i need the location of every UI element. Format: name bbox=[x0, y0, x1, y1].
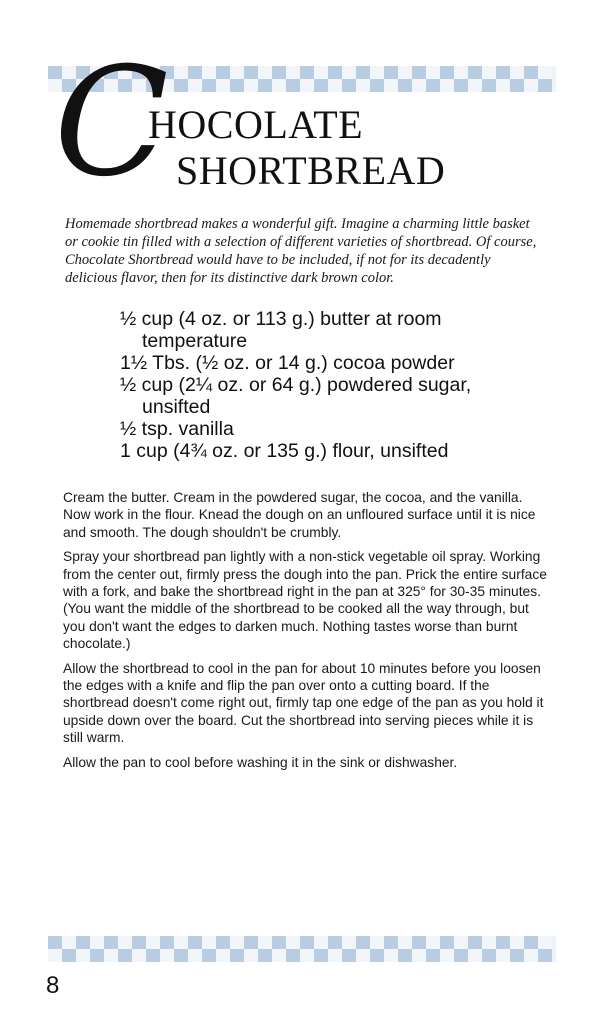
checker-cell bbox=[328, 949, 342, 962]
checker-cell bbox=[286, 79, 300, 92]
ingredient-list bbox=[120, 308, 520, 462]
checker-cell bbox=[468, 936, 482, 949]
checker-cell bbox=[398, 936, 412, 949]
checker-cell bbox=[286, 949, 300, 962]
checker-cell bbox=[272, 949, 286, 962]
checker-cell bbox=[426, 66, 440, 79]
checker-cell bbox=[510, 936, 524, 949]
checker-cell bbox=[384, 949, 398, 962]
checker-cell bbox=[384, 66, 398, 79]
checker-cell bbox=[482, 66, 496, 79]
checker-cell bbox=[370, 79, 384, 92]
checker-cell bbox=[230, 79, 244, 92]
checker-cell bbox=[496, 66, 510, 79]
checker-cell bbox=[160, 949, 174, 962]
checker-cell bbox=[356, 949, 370, 962]
ingredient-item: 1½ Tbs. (½ oz. or 14 g.) cocoa powder bbox=[120, 352, 455, 374]
checker-cell bbox=[496, 936, 510, 949]
page-title bbox=[148, 102, 445, 194]
checker-cell bbox=[48, 949, 62, 962]
checker-cell bbox=[188, 936, 202, 949]
intro-paragraph: Homemade shortbread makes a wonderful gift. Imagine a charming little basket or cookie tin filled with a selection of different varieties of shortbread. Of course, Chocolate Shortbread would have to be included, if not for its decadently delicious flavor, then for its distinctive dark brown color. bbox=[65, 216, 537, 286]
checker-cell bbox=[384, 79, 398, 92]
checker-cell bbox=[216, 936, 230, 949]
checker-cell bbox=[300, 949, 314, 962]
checker-cell bbox=[454, 936, 468, 949]
checker-cell bbox=[104, 936, 118, 949]
checker-cell bbox=[328, 66, 342, 79]
checker-cell bbox=[356, 936, 370, 949]
checker-cell bbox=[370, 66, 384, 79]
checker-cell bbox=[90, 936, 104, 949]
checker-cell bbox=[258, 936, 272, 949]
checker-cell bbox=[174, 66, 188, 79]
checker-cell bbox=[272, 79, 286, 92]
checker-cell bbox=[174, 79, 188, 92]
checker-border-bottom bbox=[48, 936, 556, 962]
checker-cell bbox=[314, 949, 328, 962]
checker-cell bbox=[412, 66, 426, 79]
page-number: 8 bbox=[46, 972, 60, 999]
checker-cell bbox=[146, 936, 160, 949]
checker-cell bbox=[202, 949, 216, 962]
checker-cell bbox=[496, 949, 510, 962]
checker-cell bbox=[426, 936, 440, 949]
instruction-step: Allow the pan to cool before washing it in the sink or dishwasher. bbox=[63, 754, 458, 770]
checker-cell bbox=[244, 66, 258, 79]
checker-cell bbox=[538, 936, 552, 949]
checker-cell bbox=[426, 79, 440, 92]
title-line-2: SHORTBREAD bbox=[176, 148, 446, 193]
checker-cell bbox=[286, 936, 300, 949]
checker-cell bbox=[440, 66, 454, 79]
checker-cell bbox=[412, 79, 426, 92]
checker-cell bbox=[538, 66, 552, 79]
checker-cell bbox=[300, 79, 314, 92]
ingredient-item: ½ cup (2¼ oz. or 64 g.) powdered sugar, unsifted bbox=[120, 374, 472, 418]
checker-cell bbox=[468, 66, 482, 79]
checker-cell bbox=[300, 936, 314, 949]
checker-cell bbox=[328, 79, 342, 92]
checker-cell bbox=[510, 949, 524, 962]
checker-cell bbox=[300, 66, 314, 79]
ingredient-item: ½ tsp. vanilla bbox=[120, 418, 234, 440]
checker-cell bbox=[118, 949, 132, 962]
checker-cell bbox=[524, 79, 538, 92]
checker-cell bbox=[440, 79, 454, 92]
checker-cell bbox=[398, 79, 412, 92]
checker-cell bbox=[524, 949, 538, 962]
checker-cell bbox=[510, 79, 524, 92]
ingredient-item: ½ cup (4 oz. or 113 g.) butter at room temperature bbox=[120, 308, 442, 352]
checker-cell bbox=[482, 949, 496, 962]
checker-cell bbox=[342, 79, 356, 92]
checker-cell bbox=[202, 936, 216, 949]
checker-cell bbox=[440, 949, 454, 962]
checker-cell bbox=[454, 66, 468, 79]
checker-cell bbox=[146, 949, 160, 962]
ingredient-item: 1 cup (4¾ oz. or 135 g.) flour, unsifted bbox=[120, 440, 449, 462]
checker-cell bbox=[412, 949, 426, 962]
checker-cell bbox=[188, 79, 202, 92]
checker-cell bbox=[342, 66, 356, 79]
checker-cell bbox=[104, 949, 118, 962]
checker-cell bbox=[496, 79, 510, 92]
checker-cell bbox=[342, 936, 356, 949]
checker-cell bbox=[272, 66, 286, 79]
checker-cell bbox=[482, 79, 496, 92]
checker-cell bbox=[258, 66, 272, 79]
instruction-step: Spray your shortbread pan lightly with a non-stick vegetable oil spray. Working from the center out, firmly press the dough into the pan. Prick the entire surface with a fork, and bake the shortbread right in the pan at 325° for 30-35 minutes. (You want the middle of the shortbread to be cooked all the way through, but you don't want the edges to darken much. Nothing tastes worse than burnt chocolate.) bbox=[63, 549, 547, 652]
checker-cell bbox=[202, 79, 216, 92]
title-line-1: HOCOLATE bbox=[148, 102, 364, 147]
checker-cell bbox=[538, 79, 552, 92]
checker-cell bbox=[174, 936, 188, 949]
instruction-step: Allow the shortbread to cool in the pan for about 10 minutes before you loosen the edges with a knife and flip the pan over onto a cutting board. If the shortbread doesn't come right out, firmly tap one edge of the pan as you hold it upside down over the board. Cut the shortbread into serving pieces while it is still warm. bbox=[63, 660, 544, 746]
checker-cell bbox=[244, 79, 258, 92]
checker-cell bbox=[398, 949, 412, 962]
instruction-step: Cream the butter. Cream in the powdered sugar, the cocoa, and the vanilla. Now work in the flour. Knead the dough on an unfloured surface until it is nice and smooth. The dough shouldn't be crumbly. bbox=[63, 490, 536, 540]
checker-cell bbox=[118, 936, 132, 949]
checker-cell bbox=[90, 949, 104, 962]
checker-cell bbox=[188, 949, 202, 962]
checker-cell bbox=[244, 936, 258, 949]
checker-cell bbox=[132, 936, 146, 949]
checker-cell bbox=[454, 949, 468, 962]
checker-cell bbox=[230, 949, 244, 962]
checker-cell bbox=[160, 936, 174, 949]
checker-cell bbox=[230, 936, 244, 949]
checker-cell bbox=[216, 66, 230, 79]
checker-cell bbox=[314, 66, 328, 79]
checker-cell bbox=[384, 936, 398, 949]
checker-cell bbox=[510, 66, 524, 79]
checker-cell bbox=[328, 936, 342, 949]
checker-cell bbox=[76, 936, 90, 949]
checker-cell bbox=[216, 79, 230, 92]
checker-cell bbox=[538, 949, 552, 962]
checker-cell bbox=[426, 949, 440, 962]
checker-cell bbox=[286, 66, 300, 79]
checker-cell bbox=[314, 936, 328, 949]
checker-cell bbox=[454, 79, 468, 92]
checker-cell bbox=[440, 936, 454, 949]
checker-cell bbox=[342, 949, 356, 962]
checker-cell bbox=[272, 936, 286, 949]
checker-cell bbox=[524, 66, 538, 79]
checker-cell bbox=[314, 79, 328, 92]
checker-cell bbox=[132, 949, 146, 962]
checker-cell bbox=[524, 936, 538, 949]
checker-cell bbox=[258, 949, 272, 962]
checker-cell bbox=[62, 949, 76, 962]
checker-cell bbox=[230, 66, 244, 79]
checker-cell bbox=[216, 949, 230, 962]
checker-cell bbox=[356, 79, 370, 92]
checker-cell bbox=[370, 949, 384, 962]
checker-cell bbox=[48, 936, 62, 949]
checker-cell bbox=[398, 66, 412, 79]
checker-cell bbox=[76, 949, 90, 962]
checker-cell bbox=[188, 66, 202, 79]
checker-cell bbox=[244, 949, 258, 962]
checker-cell bbox=[468, 79, 482, 92]
checker-cell bbox=[412, 936, 426, 949]
checker-cell bbox=[258, 79, 272, 92]
checker-cell bbox=[62, 936, 76, 949]
checker-cell bbox=[370, 936, 384, 949]
instructions bbox=[63, 489, 547, 778]
checker-cell bbox=[174, 949, 188, 962]
checker-cell bbox=[356, 66, 370, 79]
checker-cell bbox=[202, 66, 216, 79]
drop-cap: C bbox=[54, 36, 169, 210]
checker-cell bbox=[482, 936, 496, 949]
checker-cell bbox=[468, 949, 482, 962]
